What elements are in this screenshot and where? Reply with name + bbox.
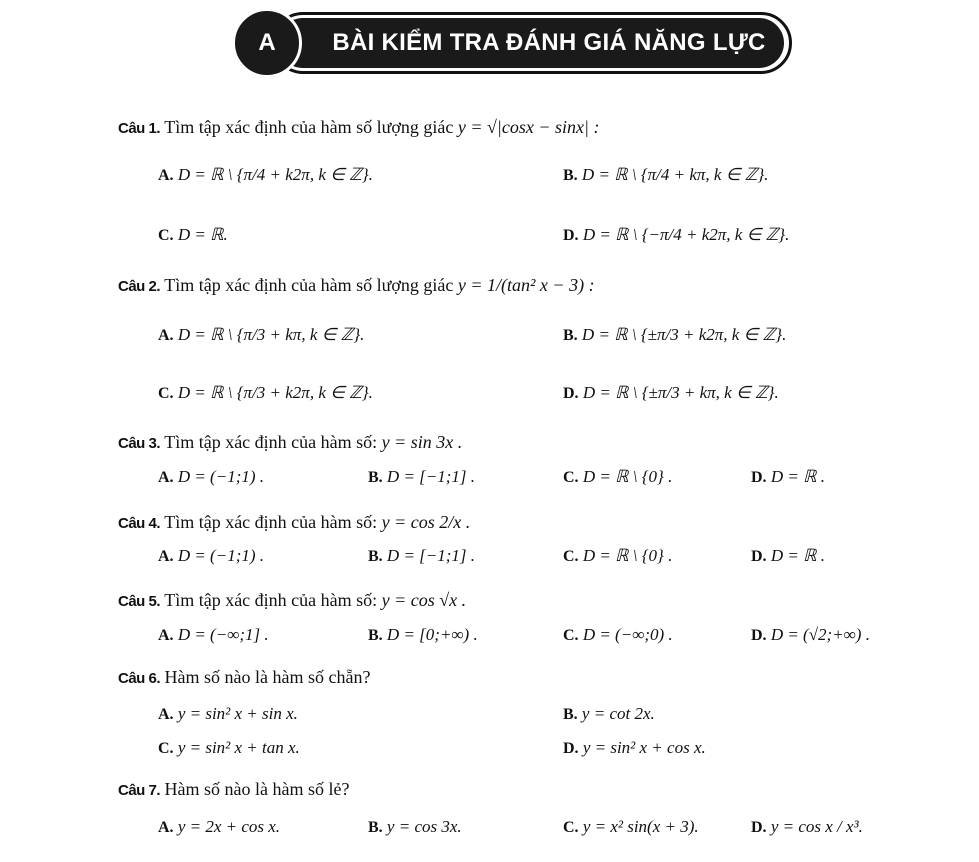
question-label: Câu 2.	[118, 278, 161, 295]
question-text: Tìm tập xác định của hàm số lượng giác	[164, 117, 454, 137]
option-text: D = (−∞;0) .	[582, 625, 673, 644]
option-5b[interactable]	[368, 625, 478, 645]
option-text: D = ℝ .	[770, 467, 826, 486]
option-key: A.	[158, 819, 174, 836]
option-key: D.	[751, 548, 767, 565]
option-2c[interactable]	[158, 383, 373, 403]
option-key: B.	[563, 327, 578, 344]
question-6	[118, 667, 370, 688]
option-key: C.	[158, 227, 174, 244]
option-4a[interactable]	[158, 546, 264, 566]
option-key: B.	[368, 627, 383, 644]
option-key: D.	[751, 627, 767, 644]
option-text: y = sin² x + cos x.	[582, 738, 706, 757]
option-text: D = (√2;+∞) .	[770, 625, 870, 644]
question-4	[118, 512, 470, 533]
question-text: Tìm tập xác định của hàm số lượng giác	[164, 275, 454, 295]
option-key: B.	[563, 706, 578, 723]
option-1d[interactable]	[563, 225, 789, 245]
option-key: C.	[563, 548, 579, 565]
option-6d[interactable]	[563, 738, 706, 758]
option-key: A.	[158, 167, 174, 184]
option-1c[interactable]	[158, 225, 228, 245]
option-key: B.	[368, 819, 383, 836]
option-text: D = ℝ \ {π/4 + k2π, k ∈ ℤ}.	[177, 165, 373, 184]
option-4d[interactable]	[751, 546, 825, 566]
question-1	[118, 117, 599, 138]
option-key: A.	[158, 627, 174, 644]
section-badge: A	[232, 8, 302, 78]
option-3c[interactable]	[563, 467, 672, 487]
option-text: y = 2x + cos x.	[177, 817, 281, 836]
option-5a[interactable]	[158, 625, 269, 645]
option-text: D = ℝ \ {−π/4 + k2π, k ∈ ℤ}.	[582, 225, 790, 244]
question-text: Hàm số nào là hàm số chẵn?	[164, 667, 371, 687]
option-text: D = ℝ \ {0} .	[582, 467, 673, 486]
option-text: D = [−1;1] .	[386, 467, 476, 486]
option-key: D.	[563, 227, 579, 244]
option-3d[interactable]	[751, 467, 825, 487]
option-text: D = ℝ \ {π/3 + kπ, k ∈ ℤ}.	[177, 325, 365, 344]
option-4c[interactable]	[563, 546, 672, 566]
option-key: A.	[158, 469, 174, 486]
option-text: D = (−1;1) .	[177, 546, 265, 565]
option-key: D.	[751, 469, 767, 486]
option-7c[interactable]	[563, 817, 699, 837]
question-formula: y = √|cosx − sinx| :	[457, 117, 600, 137]
option-7a[interactable]	[158, 817, 280, 837]
question-label: Câu 3.	[118, 435, 161, 452]
option-2d[interactable]	[563, 383, 779, 403]
option-2a[interactable]	[158, 325, 364, 345]
question-label: Câu 7.	[118, 782, 161, 799]
question-label: Câu 6.	[118, 670, 161, 687]
option-text: D = ℝ \ {π/4 + kπ, k ∈ ℤ}.	[581, 165, 769, 184]
option-6b[interactable]	[563, 704, 655, 724]
option-key: D.	[751, 819, 767, 836]
question-5	[118, 590, 466, 611]
option-3a[interactable]	[158, 467, 264, 487]
option-text: y = cos x / x³.	[770, 817, 863, 836]
section-header	[232, 8, 794, 78]
option-7d[interactable]	[751, 817, 863, 837]
option-text: D = (−∞;1] .	[177, 625, 269, 644]
option-6a[interactable]	[158, 704, 298, 724]
option-7b[interactable]	[368, 817, 462, 837]
option-key: B.	[368, 469, 383, 486]
option-1a[interactable]	[158, 165, 373, 185]
question-formula: y = cos 2/x .	[381, 512, 471, 532]
option-key: C.	[563, 627, 579, 644]
option-text: D = ℝ \ {±π/3 + kπ, k ∈ ℤ}.	[582, 383, 779, 402]
question-text: Hàm số nào là hàm số lẻ?	[164, 779, 350, 799]
option-1b[interactable]	[563, 165, 769, 185]
option-text: y = x² sin(x + 3).	[582, 817, 699, 836]
question-3	[118, 432, 462, 453]
question-text: Tìm tập xác định của hàm số:	[164, 432, 378, 452]
option-key: C.	[158, 385, 174, 402]
option-key: B.	[368, 548, 383, 565]
option-text: D = ℝ \ {0} .	[582, 546, 673, 565]
option-text: D = ℝ .	[770, 546, 826, 565]
option-key: A.	[158, 327, 174, 344]
option-text: D = ℝ.	[177, 225, 228, 244]
option-text: D = (−1;1) .	[177, 467, 265, 486]
question-formula: y = 1/(tan² x − 3) :	[457, 275, 595, 295]
option-key: D.	[563, 740, 579, 757]
option-key: D.	[563, 385, 579, 402]
option-key: C.	[158, 740, 174, 757]
option-text: y = sin² x + tan x.	[177, 738, 300, 757]
section-title: BÀI KIỂM TRA ĐÁNH GIÁ NĂNG LỰC	[332, 29, 766, 56]
question-label: Câu 4.	[118, 515, 161, 532]
option-2b[interactable]	[563, 325, 786, 345]
question-formula: y = sin 3x .	[381, 432, 463, 452]
option-key: B.	[563, 167, 578, 184]
question-formula: y = cos √x .	[381, 590, 467, 610]
option-6c[interactable]	[158, 738, 300, 758]
question-7	[118, 779, 349, 800]
option-text: D = ℝ \ {±π/3 + k2π, k ∈ ℤ}.	[581, 325, 787, 344]
option-5d[interactable]	[751, 625, 870, 645]
option-text: D = [−1;1] .	[386, 546, 476, 565]
option-key: C.	[563, 819, 579, 836]
question-text: Tìm tập xác định của hàm số:	[164, 512, 378, 532]
option-4b[interactable]	[368, 546, 475, 566]
option-text: y = cos 3x.	[386, 817, 462, 836]
question-text: Tìm tập xác định của hàm số:	[164, 590, 378, 610]
option-text: D = [0;+∞) .	[386, 625, 478, 644]
question-label: Câu 1.	[118, 120, 161, 137]
option-text: y = cot 2x.	[581, 704, 655, 723]
option-3b[interactable]	[368, 467, 475, 487]
option-key: C.	[563, 469, 579, 486]
option-5c[interactable]	[563, 625, 673, 645]
option-key: A.	[158, 706, 174, 723]
question-2	[118, 275, 595, 296]
question-label: Câu 5.	[118, 593, 161, 610]
option-text: y = sin² x + sin x.	[177, 704, 298, 723]
option-text: D = ℝ \ {π/3 + k2π, k ∈ ℤ}.	[177, 383, 373, 402]
option-key: A.	[158, 548, 174, 565]
